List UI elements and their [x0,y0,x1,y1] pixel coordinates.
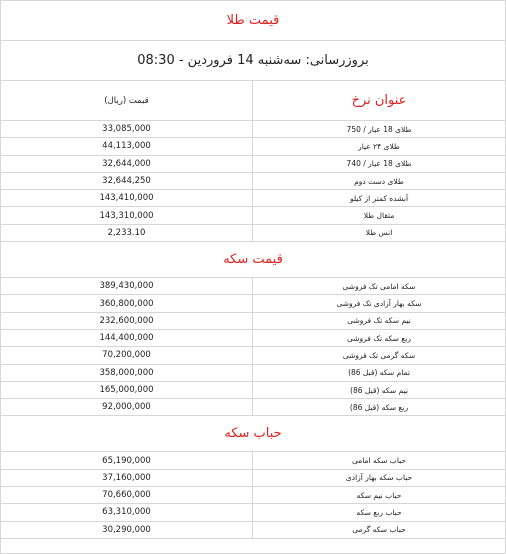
gold-section-title [1,1,505,41]
price-cell: 33,085,000 [1,121,253,137]
table-row [1,225,505,242]
name-cell: انس طلا [365,228,393,238]
price-cell: 70,660,000 [1,487,253,503]
table-row [1,330,505,347]
price-cell: 92,000,000 [1,399,253,415]
price-cell: 144,400,000 [1,330,253,346]
price-cell: 30,290,000 [1,522,253,538]
price-cell: 389,430,000 [1,278,253,294]
name-cell: حباب سکه گرمی [352,525,406,535]
bubble-section-title [1,416,505,452]
price-cell: 37,160,000 [1,470,253,486]
coin-title-text: قیمت سکه [223,252,283,268]
table-row [1,313,505,330]
table-row [1,382,505,399]
price-column-header: قیمت (ریال) [1,81,253,120]
table-row [1,452,505,469]
name-cell: طلای ۲۴ عیار [358,141,400,151]
price-cell: 2,233.10 [1,225,253,241]
table-row [1,295,505,312]
price-cell: 65,190,000 [1,452,253,468]
name-cell: سکه امامی تک فروشی [342,281,416,291]
name-cell: سکه گرمی تک فروشی [342,350,416,360]
name-cell: سکه بهار آزادی تک فروشی [336,299,422,309]
table-row [1,522,505,539]
price-cell: 232,600,000 [1,313,253,329]
price-cell: 358,000,000 [1,365,253,381]
table-header [1,81,505,121]
gold-title-text: قیمت طلا [226,13,280,28]
gold-rows [1,121,505,242]
name-cell: نیم سکه تک فروشی [347,316,411,326]
name-cell: حباب سکه امامی [351,456,407,466]
table-row [1,121,505,138]
table-row [1,470,505,487]
name-cell: ربع سکه (قبل 86) [349,402,409,412]
name-cell: تمام سکه (قبل 86) [348,368,410,378]
name-column-header: عنوان نرخ [351,93,407,108]
name-cell: نیم سکه (قبل 86) [350,385,408,395]
table-row [1,347,505,364]
table-row [1,504,505,521]
coin-rows [1,278,505,416]
bubble-title-text: حباب سکه [224,426,282,442]
name-cell: طلای دست دوم [354,176,404,186]
name-cell: طلای 18 عیار / 740 [346,159,412,169]
table-row [1,138,505,155]
table-row [1,190,505,207]
table-row [1,278,505,295]
update-time-text: بروزرسانی: سه‌شنبه 14 فروردین - 08:30 [137,53,369,68]
name-cell: آبشده کمتر از کیلو [349,193,409,203]
name-cell: حباب نیم سکه [356,490,402,500]
name-cell: حباب ربع سکه [356,507,402,517]
bubble-rows [1,452,505,538]
price-cell: 32,644,250 [1,173,253,189]
price-cell: 143,410,000 [1,190,253,206]
price-cell: 165,000,000 [1,382,253,398]
table-row [1,156,505,173]
name-cell: حباب سکه بهار آزادی [345,473,413,483]
price-cell: 143,310,000 [1,207,253,223]
price-cell: 360,800,000 [1,295,253,311]
price-cell: 44,113,000 [1,138,253,154]
price-cell: 32,644,000 [1,156,253,172]
table-row [1,487,505,504]
name-cell: ربع سکه تک فروشی [347,333,411,343]
table-row [1,207,505,224]
name-cell: طلای 18 عیار / 750 [346,124,412,134]
price-cell: 63,310,000 [1,504,253,520]
price-cell: 70,200,000 [1,347,253,363]
name-cell: مثقال طلا [363,211,395,221]
table-row [1,173,505,190]
table-row [1,399,505,416]
update-time [1,41,505,81]
table-row [1,365,505,382]
coin-section-title [1,242,505,278]
